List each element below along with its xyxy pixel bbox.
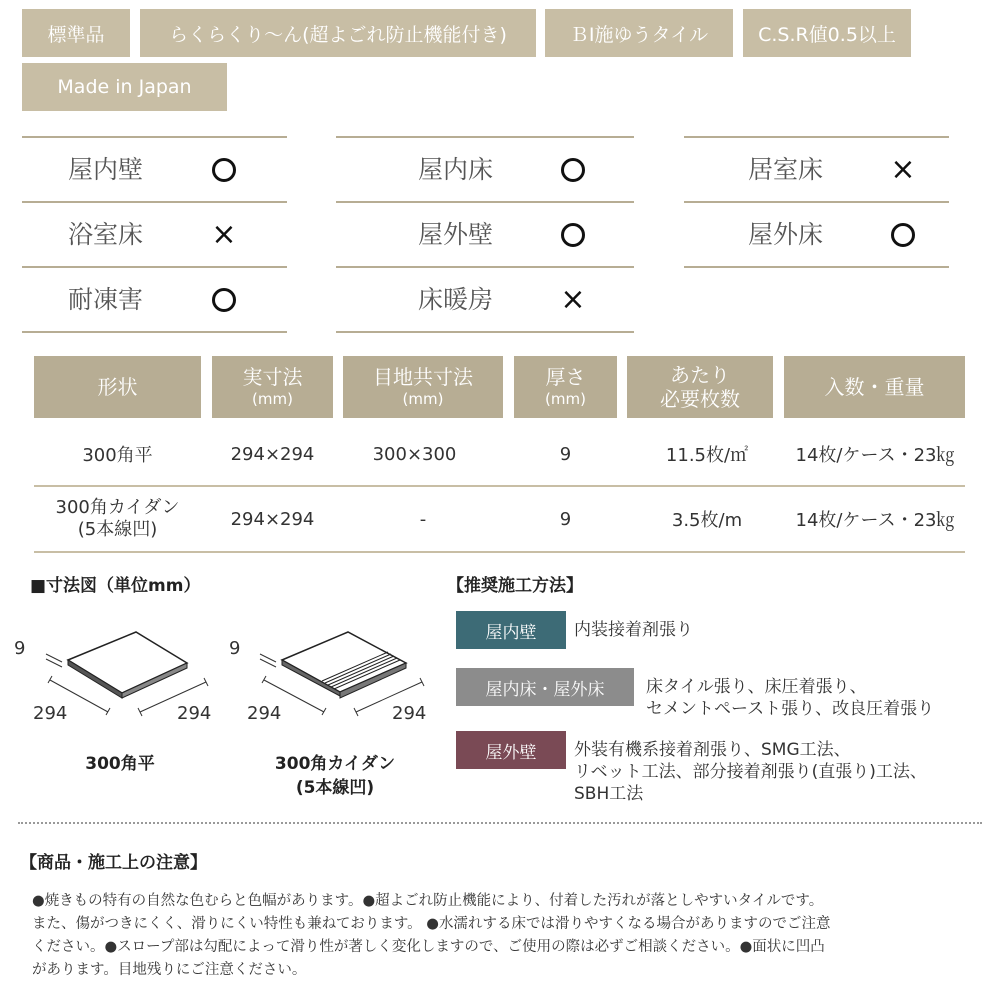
usage-row-floor-heating xyxy=(336,266,634,331)
step-thickness-label: 9 xyxy=(229,638,241,659)
header-actual-size xyxy=(212,356,333,418)
flat-width-label: 294 xyxy=(33,703,68,724)
header-text: 厚さ xyxy=(545,365,586,389)
notes-body xyxy=(32,890,967,982)
cell-thickness: 9 xyxy=(559,443,572,465)
section-divider xyxy=(18,822,982,824)
usage-label: 床暖房 xyxy=(418,285,494,314)
usage-divider xyxy=(684,266,949,268)
cell-thickness: 9 xyxy=(559,508,572,530)
method-line: 外装有機系接着剤張り、SMG工法、 xyxy=(574,740,851,760)
cell-packing: 14枚/ケース・23㎏ xyxy=(795,510,955,531)
cell-required: 11.5枚/㎡ xyxy=(665,445,749,466)
usage-column-3 xyxy=(684,136,949,266)
usage-column-1 xyxy=(22,136,287,331)
step-depth-label: 294 xyxy=(392,703,427,724)
circle-icon xyxy=(208,138,240,201)
cross-icon: × xyxy=(890,151,916,187)
circle-icon xyxy=(887,203,919,266)
method-badge-floor: 屋内床・屋外床 xyxy=(456,668,634,706)
usage-label: 屋内壁 xyxy=(68,155,144,184)
usage-label: 浴室床 xyxy=(68,220,144,249)
cell-required: 3.5枚/m xyxy=(671,510,743,531)
caption-text: 300角カイダン xyxy=(274,754,396,774)
tag-standard: 標準品 xyxy=(22,9,130,57)
method-line: リベット工法、部分接着剤張り(直張り)工法、 xyxy=(574,762,927,782)
header-shape xyxy=(34,356,201,418)
method-badge-indoor-wall: 屋内壁 xyxy=(456,611,566,649)
header-text: 形状 xyxy=(97,375,138,399)
usage-column-2 xyxy=(336,136,634,331)
usage-row-living-room-floor xyxy=(684,136,949,201)
table-bottom-rule xyxy=(34,551,965,553)
cross-icon: × xyxy=(560,281,586,317)
usage-row-outdoor-floor xyxy=(684,201,949,266)
usage-label: 耐凍害 xyxy=(68,285,144,314)
usage-label: 居室床 xyxy=(748,155,824,184)
header-unit: (mm) xyxy=(545,390,586,408)
usage-row-bathroom-floor xyxy=(22,201,287,266)
tag-made-in-japan: Made in Japan xyxy=(22,63,227,111)
tag-csr: C.S.R値0.5以上 xyxy=(743,9,911,57)
usage-row-indoor-floor xyxy=(336,136,634,201)
usage-row-indoor-wall xyxy=(22,136,287,201)
flat-depth-label: 294 xyxy=(177,703,212,724)
header-unit: (mm) xyxy=(252,390,293,408)
cell-joint: - xyxy=(419,508,427,530)
method-text-floor xyxy=(646,676,934,720)
cell-shape xyxy=(34,425,201,483)
method-text-indoor-wall xyxy=(574,619,693,641)
header-thickness xyxy=(514,356,617,418)
header-joint-size xyxy=(343,356,503,418)
dimensions-title: ■寸法図（単位mm） xyxy=(30,576,201,596)
cross-icon: × xyxy=(211,216,237,252)
flat-thickness-label: 9 xyxy=(14,638,26,659)
methods-title: 【推奨施工方法】 xyxy=(447,576,583,596)
tag-rakuraku-clean: らくらくり〜ん(超よごれ防止機能付き) xyxy=(140,9,536,57)
step-caption xyxy=(255,752,415,800)
header-text: 入数・重量 xyxy=(824,375,925,399)
method-line: 床タイル張り、床圧着張り、 xyxy=(646,677,867,697)
cell-text: 300角平 xyxy=(82,445,153,466)
cell-actual: 294×294 xyxy=(230,508,315,530)
usage-label: 屋外壁 xyxy=(418,220,494,249)
method-line: SBH工法 xyxy=(574,784,644,804)
header-text: 目地共寸法 xyxy=(373,365,473,389)
flat-caption xyxy=(70,752,170,776)
table-row-divider xyxy=(34,485,965,487)
caption-text: (5本線凹) xyxy=(295,778,375,798)
header-packing-weight xyxy=(784,356,965,418)
method-text-outdoor-wall xyxy=(574,739,927,805)
usage-row-frost-resistance xyxy=(22,266,287,331)
circle-icon xyxy=(208,268,240,331)
caption-text: 300角平 xyxy=(85,754,155,774)
header-unit: (mm) xyxy=(402,390,444,408)
step-width-label: 294 xyxy=(247,703,282,724)
circle-icon xyxy=(557,138,589,201)
notes-line: また、傷がつきにくく、滑りにくい特性も兼ねております。 ●水濡れする床では滑りやすくなる場合がありますのでご注意 xyxy=(32,916,831,932)
cell-joint: 300×300 xyxy=(372,443,457,465)
circle-icon xyxy=(557,203,589,266)
header-text: 必要枚数 xyxy=(660,387,740,411)
usage-divider xyxy=(336,331,634,333)
cell-packing: 14枚/ケース・23㎏ xyxy=(795,445,955,466)
usage-label: 屋外床 xyxy=(748,220,824,249)
notes-line: があります。目地残りにご注意ください。 xyxy=(32,962,307,978)
usage-label: 屋内床 xyxy=(418,155,494,184)
method-line: セメントペースト張り、改良圧着張り xyxy=(646,699,935,719)
header-required-pieces xyxy=(627,356,773,418)
usage-row-outdoor-wall xyxy=(336,201,634,266)
usage-divider xyxy=(22,331,287,333)
header-text: 実寸法 xyxy=(242,365,303,389)
notes-line: ください。●スロープ部は勾配によって滑り性が著しく変化しますので、ご使用の際は必ずご相談ください。●面状に凹凸 xyxy=(32,939,825,955)
tag-bi-glazed: ＢⅠ施ゆうタイル xyxy=(545,9,733,57)
cell-text: 300角カイダン xyxy=(55,497,180,518)
cell-shape xyxy=(34,490,201,548)
header-text: あたり xyxy=(670,363,730,387)
cell-actual: 294×294 xyxy=(230,443,315,465)
notes-title: 【商品・施工上の注意】 xyxy=(20,853,207,873)
method-badge-outdoor-wall: 屋外壁 xyxy=(456,731,566,769)
cell-text: (5本線凹) xyxy=(77,519,158,540)
method-line: 内装接着剤張り xyxy=(574,620,693,640)
notes-line: ●焼きもの特有の自然な色むらと色幅があります。●超よごれ防止機能により、付着した汚れが落としやすいタイルです。 xyxy=(32,893,824,909)
